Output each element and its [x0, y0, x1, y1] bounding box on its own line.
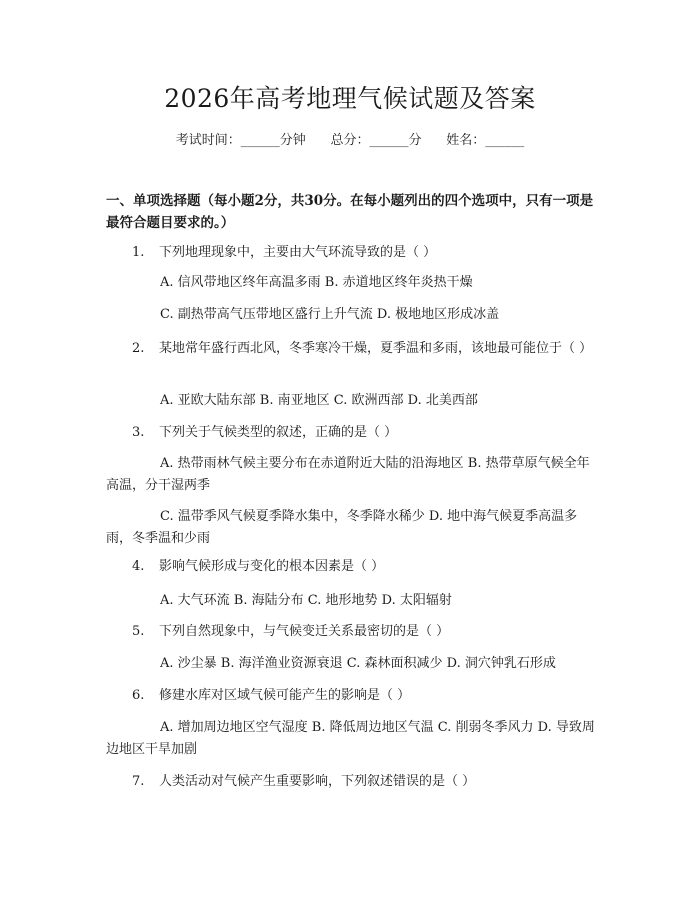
- exam-meta-line: 考试时间：______分钟 总分：______分 姓名：______: [175, 133, 525, 148]
- section-heading: 一、单项选择题（每小题2分，共30分。在每小题列出的四个选项中，只有一项是最符合题目要求的。）: [106, 193, 594, 231]
- question-6-options: A. 增加周边地区空气湿度 B. 降低周边地区气温 C. 削弱冬季风力 D. 导致周边地区干旱加剧: [106, 720, 595, 757]
- question-3: [106, 422, 598, 444]
- question-7: [106, 771, 598, 793]
- question-number: 4.: [132, 559, 145, 574]
- question-1-options-c-d: C. 副热带高气压带地区盛行上升气流 D. 极地地区形成冰盖: [160, 307, 500, 322]
- question-stem: 人类活动对气候产生重要影响，下列叙述错误的是（ ）: [159, 774, 476, 789]
- question-stem: 下列地理现象中，主要由大气环流导致的是（ ）: [159, 245, 437, 260]
- question-stem: 影响气候形成与变化的根本因素是（ ）: [159, 559, 385, 574]
- question-3-options-c-d: C. 温带季风气候夏季降水集中，冬季降水稀少 D. 地中海气候夏季高温多雨，冬季温和少雨: [106, 509, 578, 546]
- question-3-options-a-b: A. 热带雨林气候主要分布在赤道附近大陆的沿海地区 B. 热带草原气候全年高温，分干湿两季: [106, 456, 590, 493]
- question-1: [106, 242, 598, 264]
- question-2: [106, 338, 598, 360]
- question-4: [106, 556, 598, 578]
- question-stem: 下列关于气候类型的叙述，正确的是（ ）: [159, 425, 398, 440]
- question-number: 6.: [132, 688, 145, 703]
- question-number: 1.: [132, 245, 145, 260]
- question-number: 3.: [132, 425, 145, 440]
- question-stem: 修建水库对区域气候可能产生的影响是（ ）: [159, 688, 411, 703]
- question-2-options: A. 亚欧大陆东部 B. 南亚地区 C. 欧洲西部 D. 北美西部: [160, 393, 478, 408]
- question-1-options-a-b: A. 信风带地区终年高温多雨 B. 赤道地区终年炎热干燥: [160, 275, 473, 290]
- question-5: [106, 621, 598, 643]
- question-6: [106, 685, 598, 707]
- exam-title: 2026年高考地理气候试题及答案: [164, 84, 536, 113]
- question-4-options: A. 大气环流 B. 海陆分布 C. 地形地势 D. 太阳辐射: [160, 593, 452, 608]
- question-number: 7.: [132, 774, 145, 789]
- question-stem: 下列自然现象中，与气候变迁关系最密切的是（ ）: [159, 624, 450, 639]
- question-number: 5.: [132, 624, 145, 639]
- question-number: 2.: [132, 341, 145, 356]
- question-stem: 某地常年盛行西北风，冬季寒冷干燥，夏季温和多雨，该地最可能位于（ ）: [159, 341, 593, 356]
- question-5-options: A. 沙尘暴 B. 海洋渔业资源衰退 C. 森林面积减少 D. 洞穴钟乳石形成: [160, 656, 556, 671]
